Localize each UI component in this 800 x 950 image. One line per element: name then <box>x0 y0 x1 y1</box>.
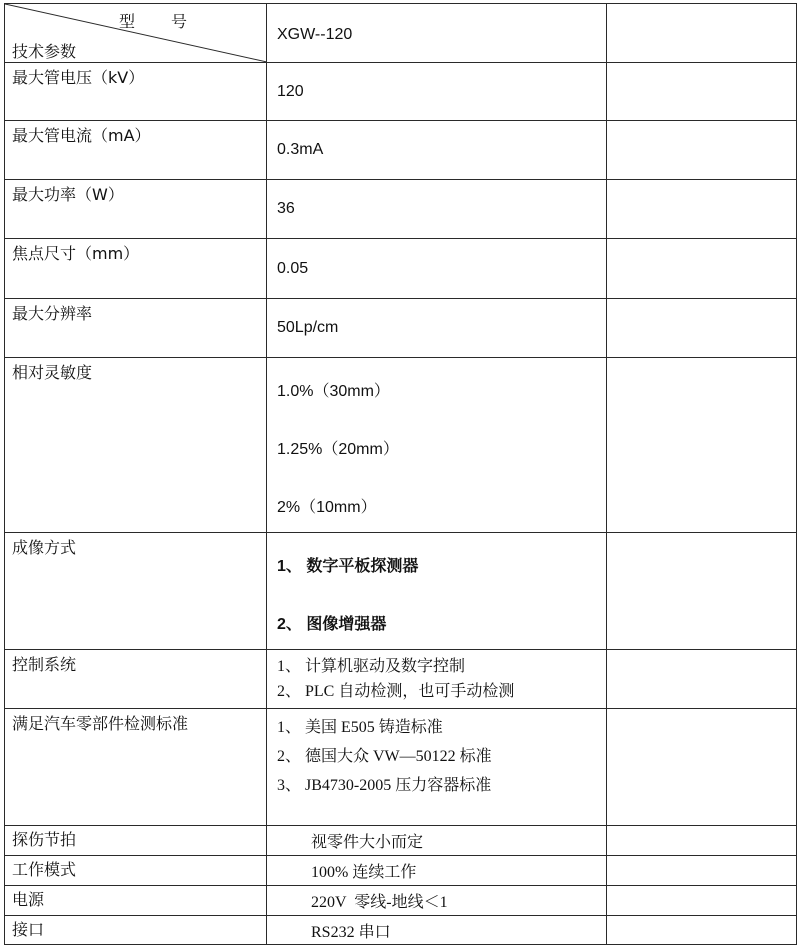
param-value: 220V 零线-地线＜1 <box>311 894 448 911</box>
param-label: 电源 <box>12 890 45 909</box>
table-row <box>5 239 797 299</box>
param-value: 视零件大小而定 <box>311 834 424 851</box>
table-row <box>5 916 797 945</box>
param-value-cell <box>267 533 607 650</box>
table-row <box>5 826 797 856</box>
empty-cell <box>607 856 797 886</box>
param-label-cell <box>5 709 267 826</box>
table-row <box>5 121 797 180</box>
param-value: 0.05 <box>277 260 309 277</box>
param-label: 控制系统 <box>12 655 77 674</box>
param-label-cell <box>5 121 267 180</box>
param-label: 工作模式 <box>12 860 77 879</box>
standard-item: 3、 JB4730-2005 压力容器标准 <box>277 777 492 794</box>
empty-cell <box>607 4 797 63</box>
param-label-cell <box>5 886 267 916</box>
param-label-cell <box>5 180 267 239</box>
table-row <box>5 180 797 239</box>
empty-cell <box>607 299 797 358</box>
table-row <box>5 63 797 121</box>
empty-cell <box>607 916 797 945</box>
param-label-cell <box>5 358 267 533</box>
header-model-label: 型号 <box>119 12 224 31</box>
empty-cell <box>607 180 797 239</box>
param-value-cell <box>267 886 607 916</box>
param-label: 最大分辨率 <box>12 304 93 323</box>
sensitivity-item: 1.25%（20mm） <box>277 441 399 458</box>
param-label-cell <box>5 239 267 299</box>
table-row <box>5 886 797 916</box>
param-value: RS232 串口 <box>311 924 391 941</box>
param-value-cell <box>267 709 607 826</box>
sensitivity-item: 2%（10mm） <box>277 499 377 516</box>
standard-item: 1、 美国 E505 铸造标准 <box>277 719 443 736</box>
spec-table <box>4 3 797 945</box>
param-label-cell <box>5 826 267 856</box>
param-label-cell <box>5 650 267 709</box>
table-row <box>5 856 797 886</box>
param-value-cell <box>267 826 607 856</box>
param-value-cell <box>267 239 607 299</box>
param-label: 最大管电流（mA） <box>12 126 151 145</box>
param-value-cell <box>267 856 607 886</box>
empty-cell <box>607 709 797 826</box>
table-row <box>5 650 797 709</box>
param-label: 探伤节拍 <box>12 830 77 849</box>
imaging-item: 1、 数字平板探测器 <box>277 558 419 575</box>
param-value: 120 <box>277 83 304 100</box>
param-label: 最大功率（W） <box>12 185 124 204</box>
param-label-cell <box>5 533 267 650</box>
param-label: 相对灵敏度 <box>12 363 93 382</box>
table-row <box>5 299 797 358</box>
param-label: 最大管电压（kV） <box>12 68 145 87</box>
model-value: XGW--120 <box>277 26 353 43</box>
empty-cell <box>607 533 797 650</box>
param-label: 成像方式 <box>12 538 77 557</box>
param-label-cell <box>5 63 267 121</box>
header-param-label: 技术参数 <box>12 42 77 61</box>
empty-cell <box>607 239 797 299</box>
empty-cell <box>607 826 797 856</box>
param-value: 50Lp/cm <box>277 319 339 336</box>
param-value-cell <box>267 650 607 709</box>
table-row <box>5 533 797 650</box>
param-value-cell <box>267 916 607 945</box>
table-row <box>5 709 797 826</box>
param-label-cell <box>5 916 267 945</box>
param-label-cell <box>5 856 267 886</box>
param-value-cell <box>267 358 607 533</box>
empty-cell <box>607 650 797 709</box>
param-value-cell <box>267 63 607 121</box>
header-diagonal-cell <box>5 4 267 63</box>
param-label-cell <box>5 299 267 358</box>
table-row <box>5 358 797 533</box>
control-item: 2、 PLC 自动检测，也可手动检测 <box>277 683 515 700</box>
param-value: 100% 连续工作 <box>311 864 417 881</box>
imaging-item: 2、 图像增强器 <box>277 616 387 633</box>
table-row-header <box>5 4 797 63</box>
param-label: 满足汽车零部件检测标准 <box>12 714 189 733</box>
param-value-cell <box>267 299 607 358</box>
empty-cell <box>607 886 797 916</box>
param-value-cell <box>267 180 607 239</box>
empty-cell <box>607 121 797 180</box>
empty-cell <box>607 63 797 121</box>
standard-item: 2、 德国大众 VW—50122 标准 <box>277 748 492 765</box>
param-value-cell <box>267 121 607 180</box>
empty-cell <box>607 358 797 533</box>
param-label: 接口 <box>12 920 45 939</box>
param-value: 0.3mA <box>277 141 324 158</box>
control-item: 1、 计算机驱动及数字控制 <box>277 658 466 675</box>
sensitivity-item: 1.0%（30mm） <box>277 383 390 400</box>
param-label: 焦点尺寸（mm） <box>12 244 140 263</box>
param-value: 36 <box>277 200 295 217</box>
model-value-cell <box>267 4 607 63</box>
